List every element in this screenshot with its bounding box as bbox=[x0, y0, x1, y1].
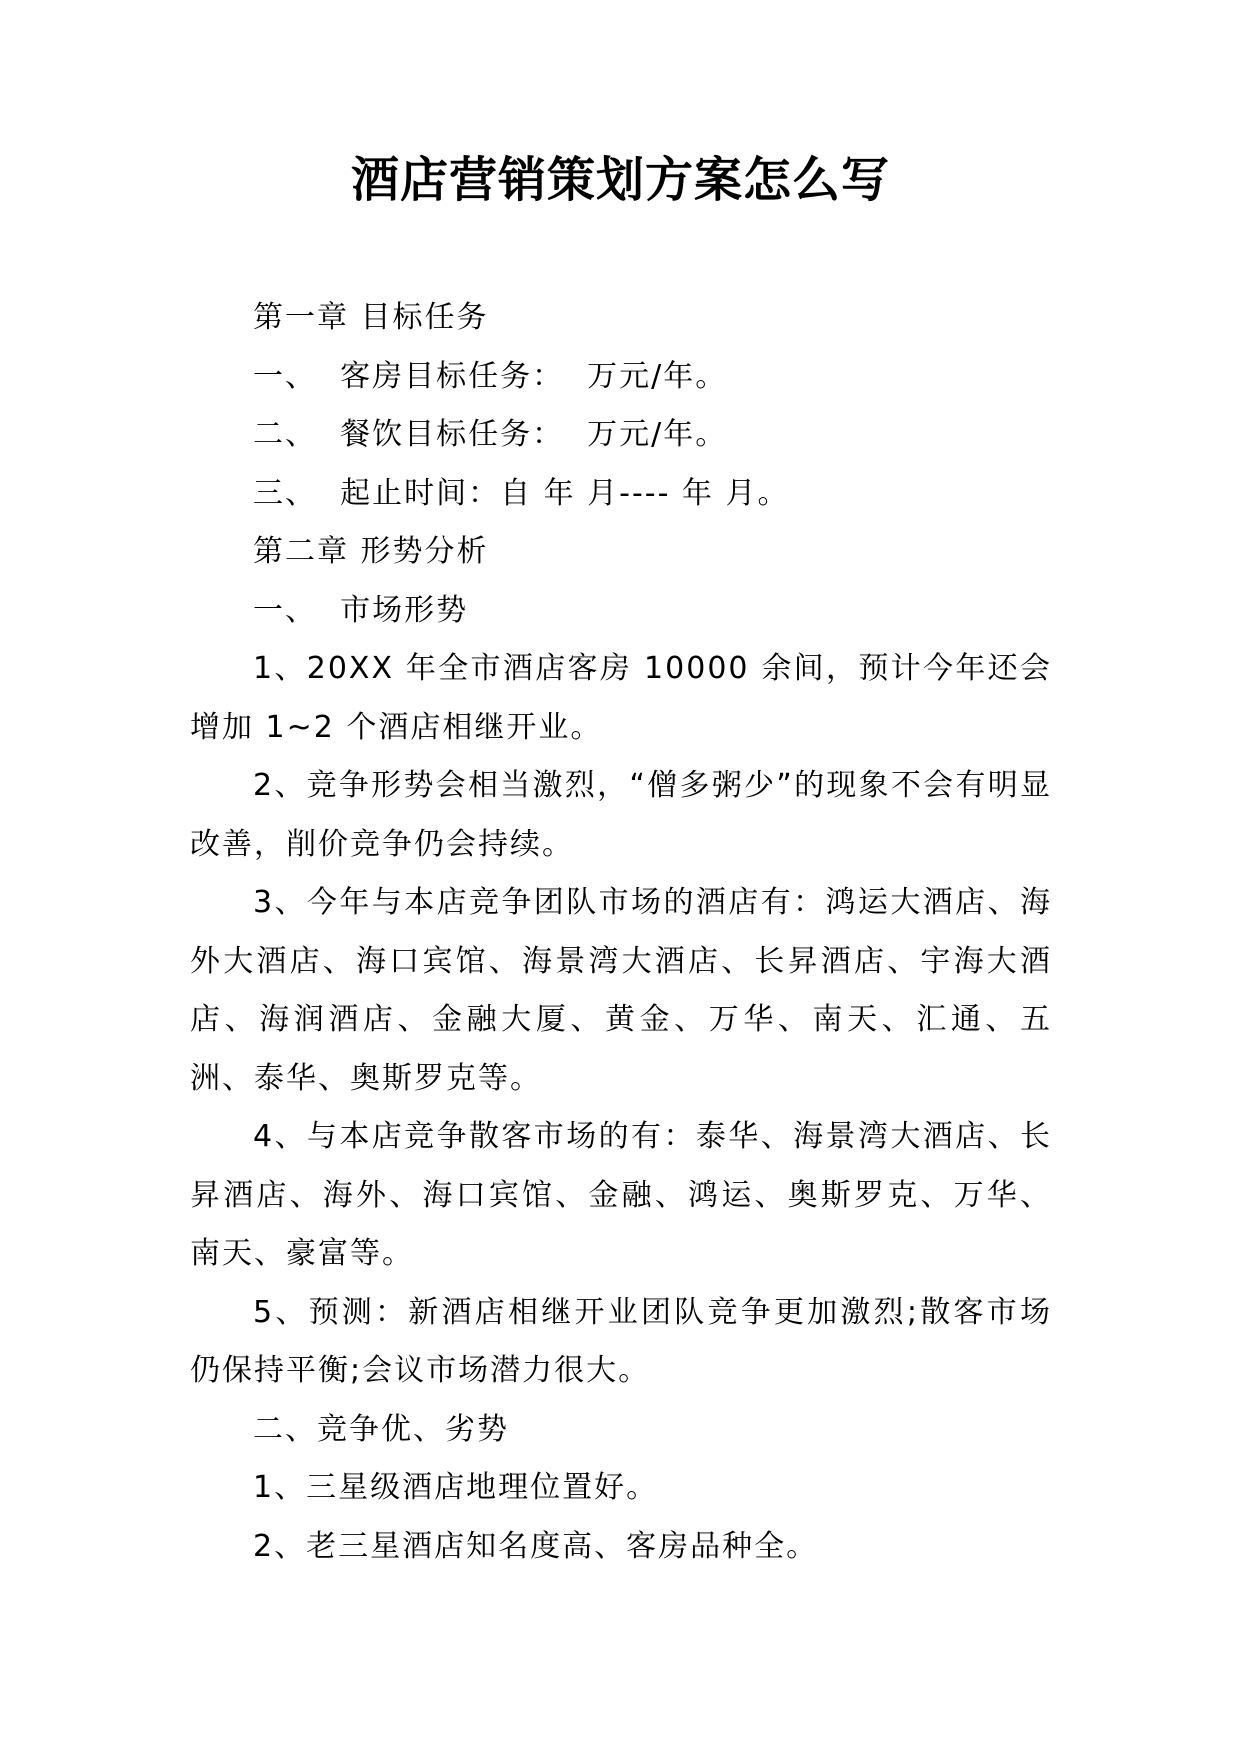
paragraph-market-1: 1、20XX 年全市酒店客房 10000 余间，预计今年还会增加 1~2 个酒店相继开业。 bbox=[190, 651, 1052, 745]
paragraph-room-target: 一、 客房目标任务： 万元/年。 bbox=[253, 358, 728, 394]
paragraph-strength-1: 1、三星级酒店地理位置好。 bbox=[253, 1470, 659, 1505]
heading-chapter-2: 第二章 形势分析 bbox=[253, 534, 489, 569]
paragraph-period: 三、 起止时间：自 年 月---- 年 月。 bbox=[253, 475, 790, 511]
paragraph-market-2: 2、竞争形势会相当激烈，“僧多粥少”的现象不会有明显改善，削价竞争仍会持续。 bbox=[190, 768, 1052, 862]
paragraph-market-3: 3、今年与本店竞争团队市场的酒店有：鸿运大酒店、海外大酒店、海口宾馆、海景湾大酒店、长昇酒店、宇海大酒店、海润酒店、金融大厦、黄金、万华、南天、汇通、五洲、泰华、奥斯罗克等。 bbox=[190, 885, 1052, 1096]
document-title: 酒店营销策划方案怎么写 bbox=[350, 152, 890, 208]
heading-chapter-1: 第一章 目标任务 bbox=[253, 300, 489, 335]
paragraph-market-5: 5、预测：新酒店相继开业团队竞争更加激烈;散客市场仍保持平衡;会议市场潜力很大。 bbox=[190, 1294, 1052, 1388]
paragraph-dining-target: 二、 餐饮目标任务： 万元/年。 bbox=[253, 417, 728, 452]
heading-strengths-weaknesses: 二、竞争优、劣势 bbox=[253, 1411, 509, 1447]
paragraph-strength-2: 2、老三星酒店知名度高、客房品种全。 bbox=[253, 1528, 819, 1564]
document-body bbox=[190, 289, 1052, 1576]
paragraph-market-4: 4、与本店竞争散客市场的有：泰华、海景湾大酒店、长昇酒店、海外、海口宾馆、金融、鸿运、奥斯罗克、万华、南天、豪富等。 bbox=[190, 1119, 1052, 1271]
heading-market-situation: 一、 市场形势 bbox=[253, 592, 469, 628]
